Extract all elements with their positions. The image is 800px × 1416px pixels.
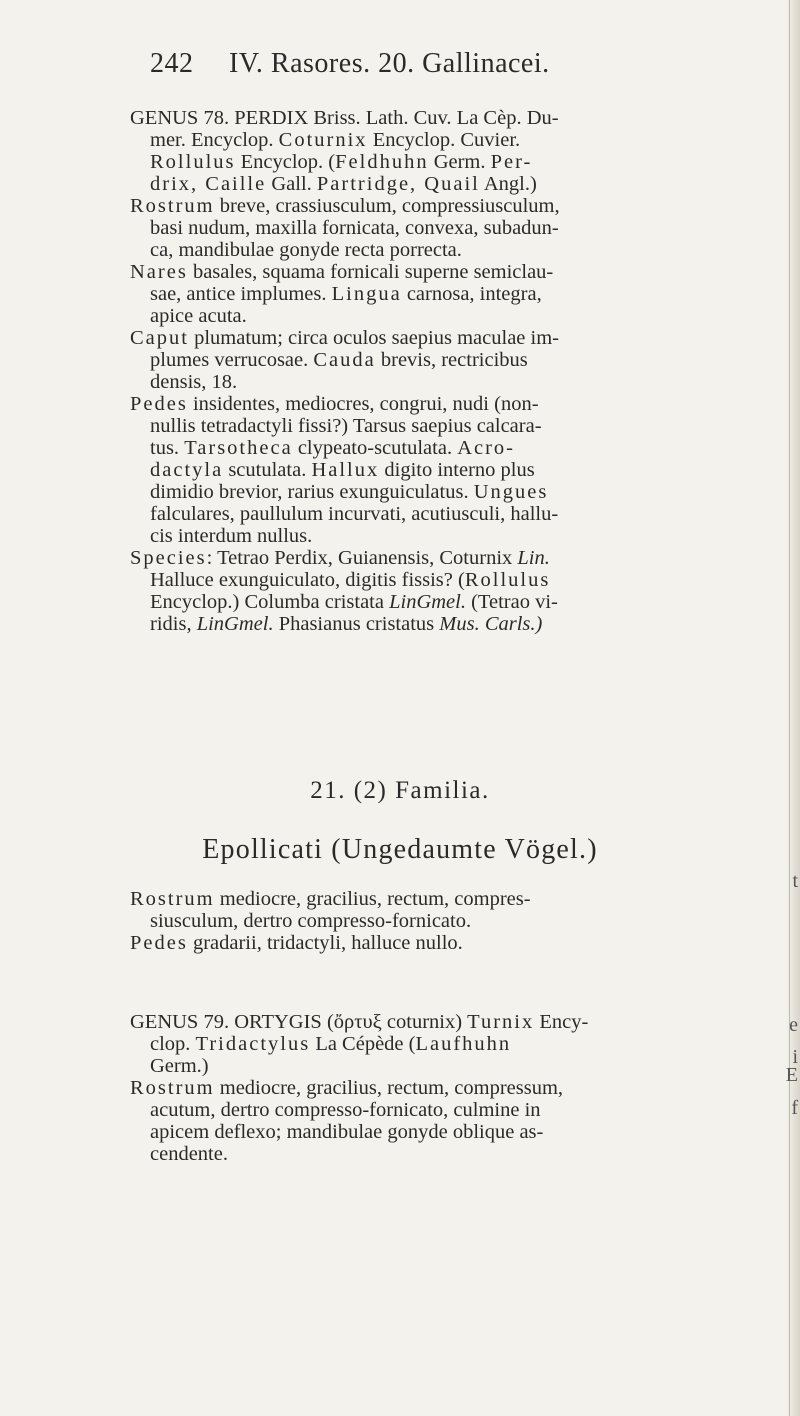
- running-title: IV. Rasores. 20. Gallinacei.: [229, 48, 550, 79]
- text-span: Coturnix: [278, 129, 368, 151]
- text-span: carnosa, integra,: [401, 283, 542, 305]
- text-span: Encyclop. Cuvier.: [367, 129, 521, 151]
- text-span: plumatum; circa oculos saepius maculae im-: [188, 327, 559, 349]
- text-span: Pedes: [130, 932, 188, 954]
- text-span: Encyclop. (: [235, 151, 336, 173]
- text-span: Tridactylus: [195, 1033, 311, 1055]
- text-line: [150, 218, 559, 240]
- text-span: insidentes, mediocres, congrui, nudi (non-: [187, 393, 539, 415]
- text-line: [150, 1034, 511, 1056]
- family-heading: 21. (2) Familia.: [310, 777, 490, 804]
- text-line: [130, 328, 559, 350]
- text-span: Rostrum: [130, 195, 215, 217]
- text-span: mediocre, gracilius, rectum, compressum,: [214, 1077, 564, 1099]
- text-span: dimidio brevior, rarius exunguiculatus.: [150, 481, 474, 503]
- margin-mark: e: [789, 1014, 798, 1036]
- text-span: mediocre, gracilius, rectum, compres-: [214, 888, 531, 910]
- text-span: Lingua: [331, 283, 402, 305]
- text-line: [150, 350, 528, 372]
- text-span: apicem deflexo; mandibulae gonyde oblique as-: [150, 1121, 544, 1143]
- text-line: [150, 570, 550, 592]
- text-span: Partridge, Quail: [316, 173, 480, 195]
- text-span: basi nudum, maxilla fornicata, convexa, subadun-: [150, 217, 559, 239]
- text-span: apice acuta.: [150, 305, 247, 327]
- text-span: Germ.): [150, 1055, 209, 1077]
- text-span: clop.: [150, 1033, 196, 1055]
- text-span: Lin.: [517, 547, 550, 569]
- text-span: gradarii, tridactyli, halluce nullo.: [187, 932, 463, 954]
- margin-mark: i: [792, 1046, 798, 1068]
- text-span: siusculum, dertro compresso-fornicato.: [150, 910, 472, 932]
- text-span: Ency-: [534, 1011, 589, 1033]
- text-span: cis interdum nullus.: [150, 525, 313, 547]
- margin-mark: E: [785, 1064, 798, 1086]
- text-line: [150, 416, 542, 438]
- text-span: ridis,: [150, 613, 197, 635]
- text-line: [150, 1100, 541, 1122]
- text-span: La Cépède (: [310, 1033, 416, 1055]
- text-line: [150, 504, 558, 526]
- text-span: (Tetrao vi-: [465, 591, 558, 613]
- text-span: tus.: [150, 437, 185, 459]
- text-span: nullis tetradactyli fissi?) Tarsus saepius calcara-: [150, 415, 542, 437]
- text-line: [150, 460, 535, 482]
- text-span: mer. Encyclop.: [150, 129, 279, 151]
- text-line: [150, 306, 247, 328]
- text-span: brevis, rectricibus: [375, 349, 528, 371]
- text-span: clypeato-scutulata.: [292, 437, 458, 459]
- text-line: [150, 526, 312, 548]
- text-line: [150, 1144, 228, 1166]
- family-name: Epollicati (Ungedaumte Vögel.): [202, 834, 598, 865]
- text-span: falculares, paullulum incurvati, acutiusculi, hallu-: [150, 503, 559, 525]
- text-span: plumes verrucosae.: [150, 349, 314, 371]
- text-span: Laufhuhn: [415, 1033, 512, 1055]
- text-line: [130, 933, 463, 955]
- text-line: [130, 394, 539, 416]
- text-line: [130, 196, 560, 218]
- text-line: [150, 372, 237, 394]
- text-span: densis, 18.: [150, 371, 238, 393]
- text-span: Turnix: [467, 1011, 535, 1033]
- text-line: [130, 262, 553, 284]
- text-span: Feldhuhn: [335, 151, 429, 173]
- text-line: [150, 284, 542, 306]
- text-line: [150, 911, 471, 933]
- page-number: 242: [150, 48, 194, 79]
- text-span: Pedes: [130, 393, 188, 415]
- running-header: [150, 48, 710, 80]
- text-line: [150, 482, 548, 504]
- text-span: cendente.: [150, 1143, 228, 1165]
- text-span: Per-: [490, 151, 533, 173]
- text-span: Nares: [130, 261, 188, 283]
- text-line: [150, 240, 462, 262]
- text-span: Acro-: [457, 437, 516, 459]
- text-span: LinGmel.: [196, 613, 274, 635]
- text-span: scutulata.: [223, 459, 312, 481]
- text-line: [150, 438, 515, 460]
- text-span: Hallux: [311, 459, 380, 481]
- text-span: breve, crassiusculum, compressiusculum,: [214, 195, 560, 217]
- text-line: [150, 174, 537, 196]
- text-span: GENUS 79. ORTYGIS (ὄρτυξ coturnix): [130, 1011, 468, 1033]
- text-span: Caput: [130, 327, 189, 349]
- text-line: [150, 592, 558, 614]
- text-span: Rollulus: [150, 151, 236, 173]
- text-span: Halluce exunguiculato, digitis fissis? (: [150, 569, 465, 591]
- text-line: [130, 1012, 588, 1034]
- text-line: [150, 152, 532, 174]
- text-line: [130, 108, 559, 130]
- text-span: Cauda: [313, 349, 376, 371]
- text-span: : Tetrao Perdix, Guianensis, Coturnix: [206, 547, 518, 569]
- text-span: Rostrum: [130, 1077, 215, 1099]
- text-line: [150, 1122, 543, 1144]
- text-span: drix, Caille: [150, 173, 267, 195]
- page-edge-line: [789, 0, 790, 1416]
- text-line: [130, 1078, 563, 1100]
- text-span: Rollulus: [464, 569, 551, 591]
- text-span: Angl.): [479, 173, 537, 195]
- text-span: basales, squama fornicali superne semiclau-: [187, 261, 554, 283]
- text-span: Rostrum: [130, 888, 215, 910]
- margin-mark: t: [792, 870, 798, 892]
- text-span: Phasianus cristatus: [273, 613, 440, 635]
- text-span: GENUS 78. PERDIX Briss. Lath. Cuv. La Cèp. Du-: [130, 107, 559, 129]
- text-span: Encyclop.) Columba cristata: [150, 591, 390, 613]
- text-line: [130, 548, 550, 570]
- text-line: [150, 614, 542, 636]
- text-span: digito interno plus: [379, 459, 535, 481]
- text-span: Mus. Carls.): [439, 613, 543, 635]
- text-span: Species: [130, 547, 207, 569]
- margin-mark: f: [791, 1097, 798, 1119]
- text-line: [150, 1056, 209, 1078]
- text-span: Gall.: [266, 173, 317, 195]
- text-span: sae, antice implumes.: [150, 283, 332, 305]
- text-line: [150, 130, 520, 152]
- text-span: ca, mandibulae gonyde recta porrecta.: [150, 239, 462, 261]
- text-span: LinGmel.: [389, 591, 466, 613]
- text-span: acutum, dertro compresso-fornicato, culmine in: [150, 1099, 541, 1121]
- text-span: Tarsotheca: [184, 437, 293, 459]
- text-span: Ungues: [473, 481, 549, 503]
- text-line: [130, 889, 531, 911]
- text-span: dactyla: [150, 459, 224, 481]
- text-span: Germ.: [428, 151, 491, 173]
